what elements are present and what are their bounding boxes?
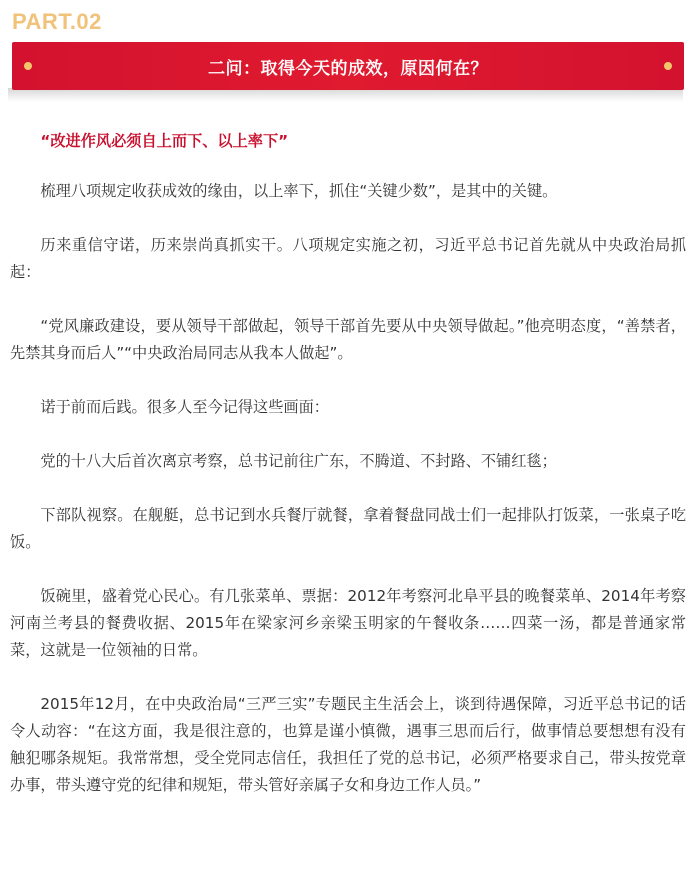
paragraph-2: 历来重信守诺，历来崇尚真抓实干。八项规定实施之初，习近平总书记首先就从中央政治局抓起： xyxy=(10,236,686,281)
paragraph-7: 饭碗里，盛着党心民心。有几张菜单、票据：2012年考察河北阜平县的晚餐菜单、2014年考察河南兰考县的餐费收据、2015年在梁家河乡亲梁玉明家的午餐收条……四菜一汤，都是普通家常菜，这就是一位领袖的日常。 xyxy=(10,587,686,659)
paragraph-4: 诺于前而后践。很多人至今记得这些画面： xyxy=(40,398,329,416)
dot-right-icon xyxy=(664,62,672,70)
title-bar-shadow xyxy=(8,88,683,102)
paragraph-5: 党的十八大后首次离京考察，总书记前往广东，不腾道、不封路、不铺红毯； xyxy=(40,452,557,470)
dot-left-icon xyxy=(24,62,32,70)
paragraph-6: 下部队视察。在舰艇，总书记到水兵餐厅就餐，拿着餐盘同战士们一起排队打饭菜，一张桌子吃饭。 xyxy=(10,506,686,551)
paragraph-1: 梳理八项规定收获成效的缘由，以上率下，抓住“关键少数”，是其中的关键。 xyxy=(40,182,558,200)
article-subheading: “改进作风必须自上而下、以上率下” xyxy=(40,132,289,150)
paragraph-8: 2015年12月，在中央政治局“三严三实”专题民主生活会上，谈到待遇保障，习近平总书记的话令人动容：“在这方面，我是很注意的，也算是谨小慎微，遇事三思而后行，做事情总要想想有没有触犯哪条规矩。我常常想，受全党同志信任，我担任了党的总书记，必须严格要求自己，带头按党章办事，带头遵守党的纪律和规矩，带头管好亲属子女和身边工作人员。” xyxy=(10,695,686,794)
section-title: 二问：取得今天的成效，原因何在？ xyxy=(208,58,488,79)
article-body xyxy=(10,128,686,826)
paragraph-3: “党风廉政建设，要从领导干部做起，领导干部首先要从中央领导做起。”他亮明态度，“善禁者，先禁其身而后人”“中央政治局同志从我本人做起”。 xyxy=(10,317,686,362)
section-title-bar xyxy=(12,42,684,90)
part-label: PART.02 xyxy=(12,9,102,34)
